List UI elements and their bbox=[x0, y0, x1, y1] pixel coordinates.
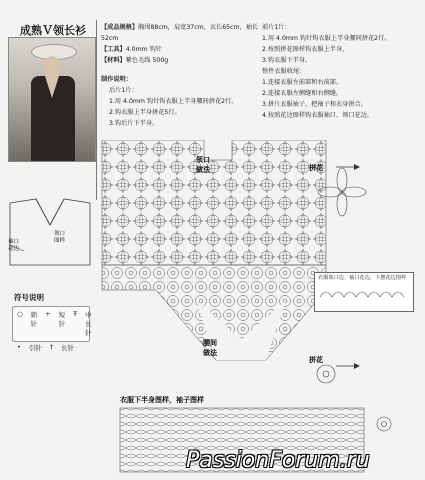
legend-sym-single: + bbox=[45, 310, 51, 318]
sew-step-1: 1.连接衣服左前部和右前部。 bbox=[262, 79, 343, 86]
legend-name-slip: 引针 bbox=[28, 344, 42, 352]
edging-sample bbox=[318, 285, 408, 299]
bottom-chart-title: 衣服下半身图样，袖子图样 bbox=[120, 396, 204, 404]
garment-schematic bbox=[6, 195, 94, 275]
sew-step-4: 4.按照花边图样钩衣服袖口、领口花边。 bbox=[262, 112, 374, 119]
material-text: 紫色毛线 500g bbox=[125, 57, 169, 64]
waist-label-2: 做法 bbox=[203, 349, 217, 357]
back-step-1: 1.用 4.0mm 钩针钩衣服上半身腰间拼花2行。 bbox=[109, 98, 238, 105]
edging-callout-text: 衣服领口边、袖口花边，下摆花边图样 bbox=[318, 275, 407, 281]
size-text: 胸围88cm，肩宽37cm，衣长65cm，袖长52cm bbox=[101, 24, 259, 42]
legend-heading: 符号说明 bbox=[14, 293, 44, 302]
legend-sym-slip: • bbox=[17, 343, 21, 351]
legend-sym-chain: ○ bbox=[17, 310, 23, 318]
motif-flower bbox=[317, 365, 335, 383]
front-step-3: 3.钩衣服下半身。 bbox=[262, 57, 312, 64]
sew-heading: 整件衣服收尾： bbox=[262, 68, 306, 75]
legend-sym-dc: † bbox=[49, 343, 54, 351]
size-label: 【成品规格】 bbox=[101, 24, 139, 31]
specs-block bbox=[101, 22, 259, 129]
legend-sym-hdc: Ŧ bbox=[73, 310, 78, 318]
method-heading: 制作说明： bbox=[101, 76, 132, 83]
forum-watermark: PassionForum.ru bbox=[186, 448, 370, 473]
schematic-cuff-label: 袖口 bbox=[8, 239, 20, 245]
legend-name-dc: 长针 bbox=[61, 344, 75, 352]
sew-step-3: 3.拼片衣服袖子，把袖子和衣身拼合。 bbox=[262, 101, 367, 108]
front-step-1: 1.用 4.0mm 钩针钩衣服上半身腰间拼花2行。 bbox=[262, 35, 391, 42]
neck-label-1: 领口 bbox=[196, 156, 210, 164]
schematic-neck-label-2: 图样 bbox=[54, 238, 66, 244]
instructions-block bbox=[262, 22, 422, 121]
neck-label-2: 做法 bbox=[196, 166, 210, 174]
back-step-2: 2.钩衣服上半身拼花5行。 bbox=[109, 109, 181, 116]
schematic-neck-label: 领口 bbox=[54, 231, 66, 237]
legend-name-chain: 锁针 bbox=[30, 311, 38, 328]
legend-box bbox=[12, 306, 92, 352]
tool-label: 【工具】 bbox=[101, 46, 126, 53]
waist-label-1: 腰间 bbox=[203, 339, 217, 347]
back-step-3: 3.钩后片下半身。 bbox=[109, 120, 159, 127]
front-heading: 前片1片： bbox=[262, 24, 291, 31]
back-heading: 后片1片： bbox=[109, 87, 138, 94]
pattern-title: 成熟Ｖ领长衫 bbox=[20, 24, 86, 37]
legend-name-single: 短针 bbox=[58, 311, 66, 328]
model-photo bbox=[8, 37, 96, 162]
material-label: 【材料】 bbox=[101, 57, 126, 64]
edging-callout bbox=[314, 272, 414, 312]
sew-step-2: 2.连接衣服左侧缝和右侧缝。 bbox=[262, 90, 343, 97]
legend-name-hdc: 中长针 bbox=[85, 311, 92, 337]
edge-motif bbox=[377, 417, 391, 431]
tool-text: 4.0mm 钩针 bbox=[125, 46, 162, 53]
schematic-cuff-label-2: 花边 bbox=[8, 246, 20, 252]
front-step-2: 2.按照拼花图样钩衣服上半身， bbox=[262, 46, 349, 53]
motif-label: 拼花 bbox=[309, 164, 323, 172]
motif-label-2: 拼花 bbox=[309, 356, 323, 364]
